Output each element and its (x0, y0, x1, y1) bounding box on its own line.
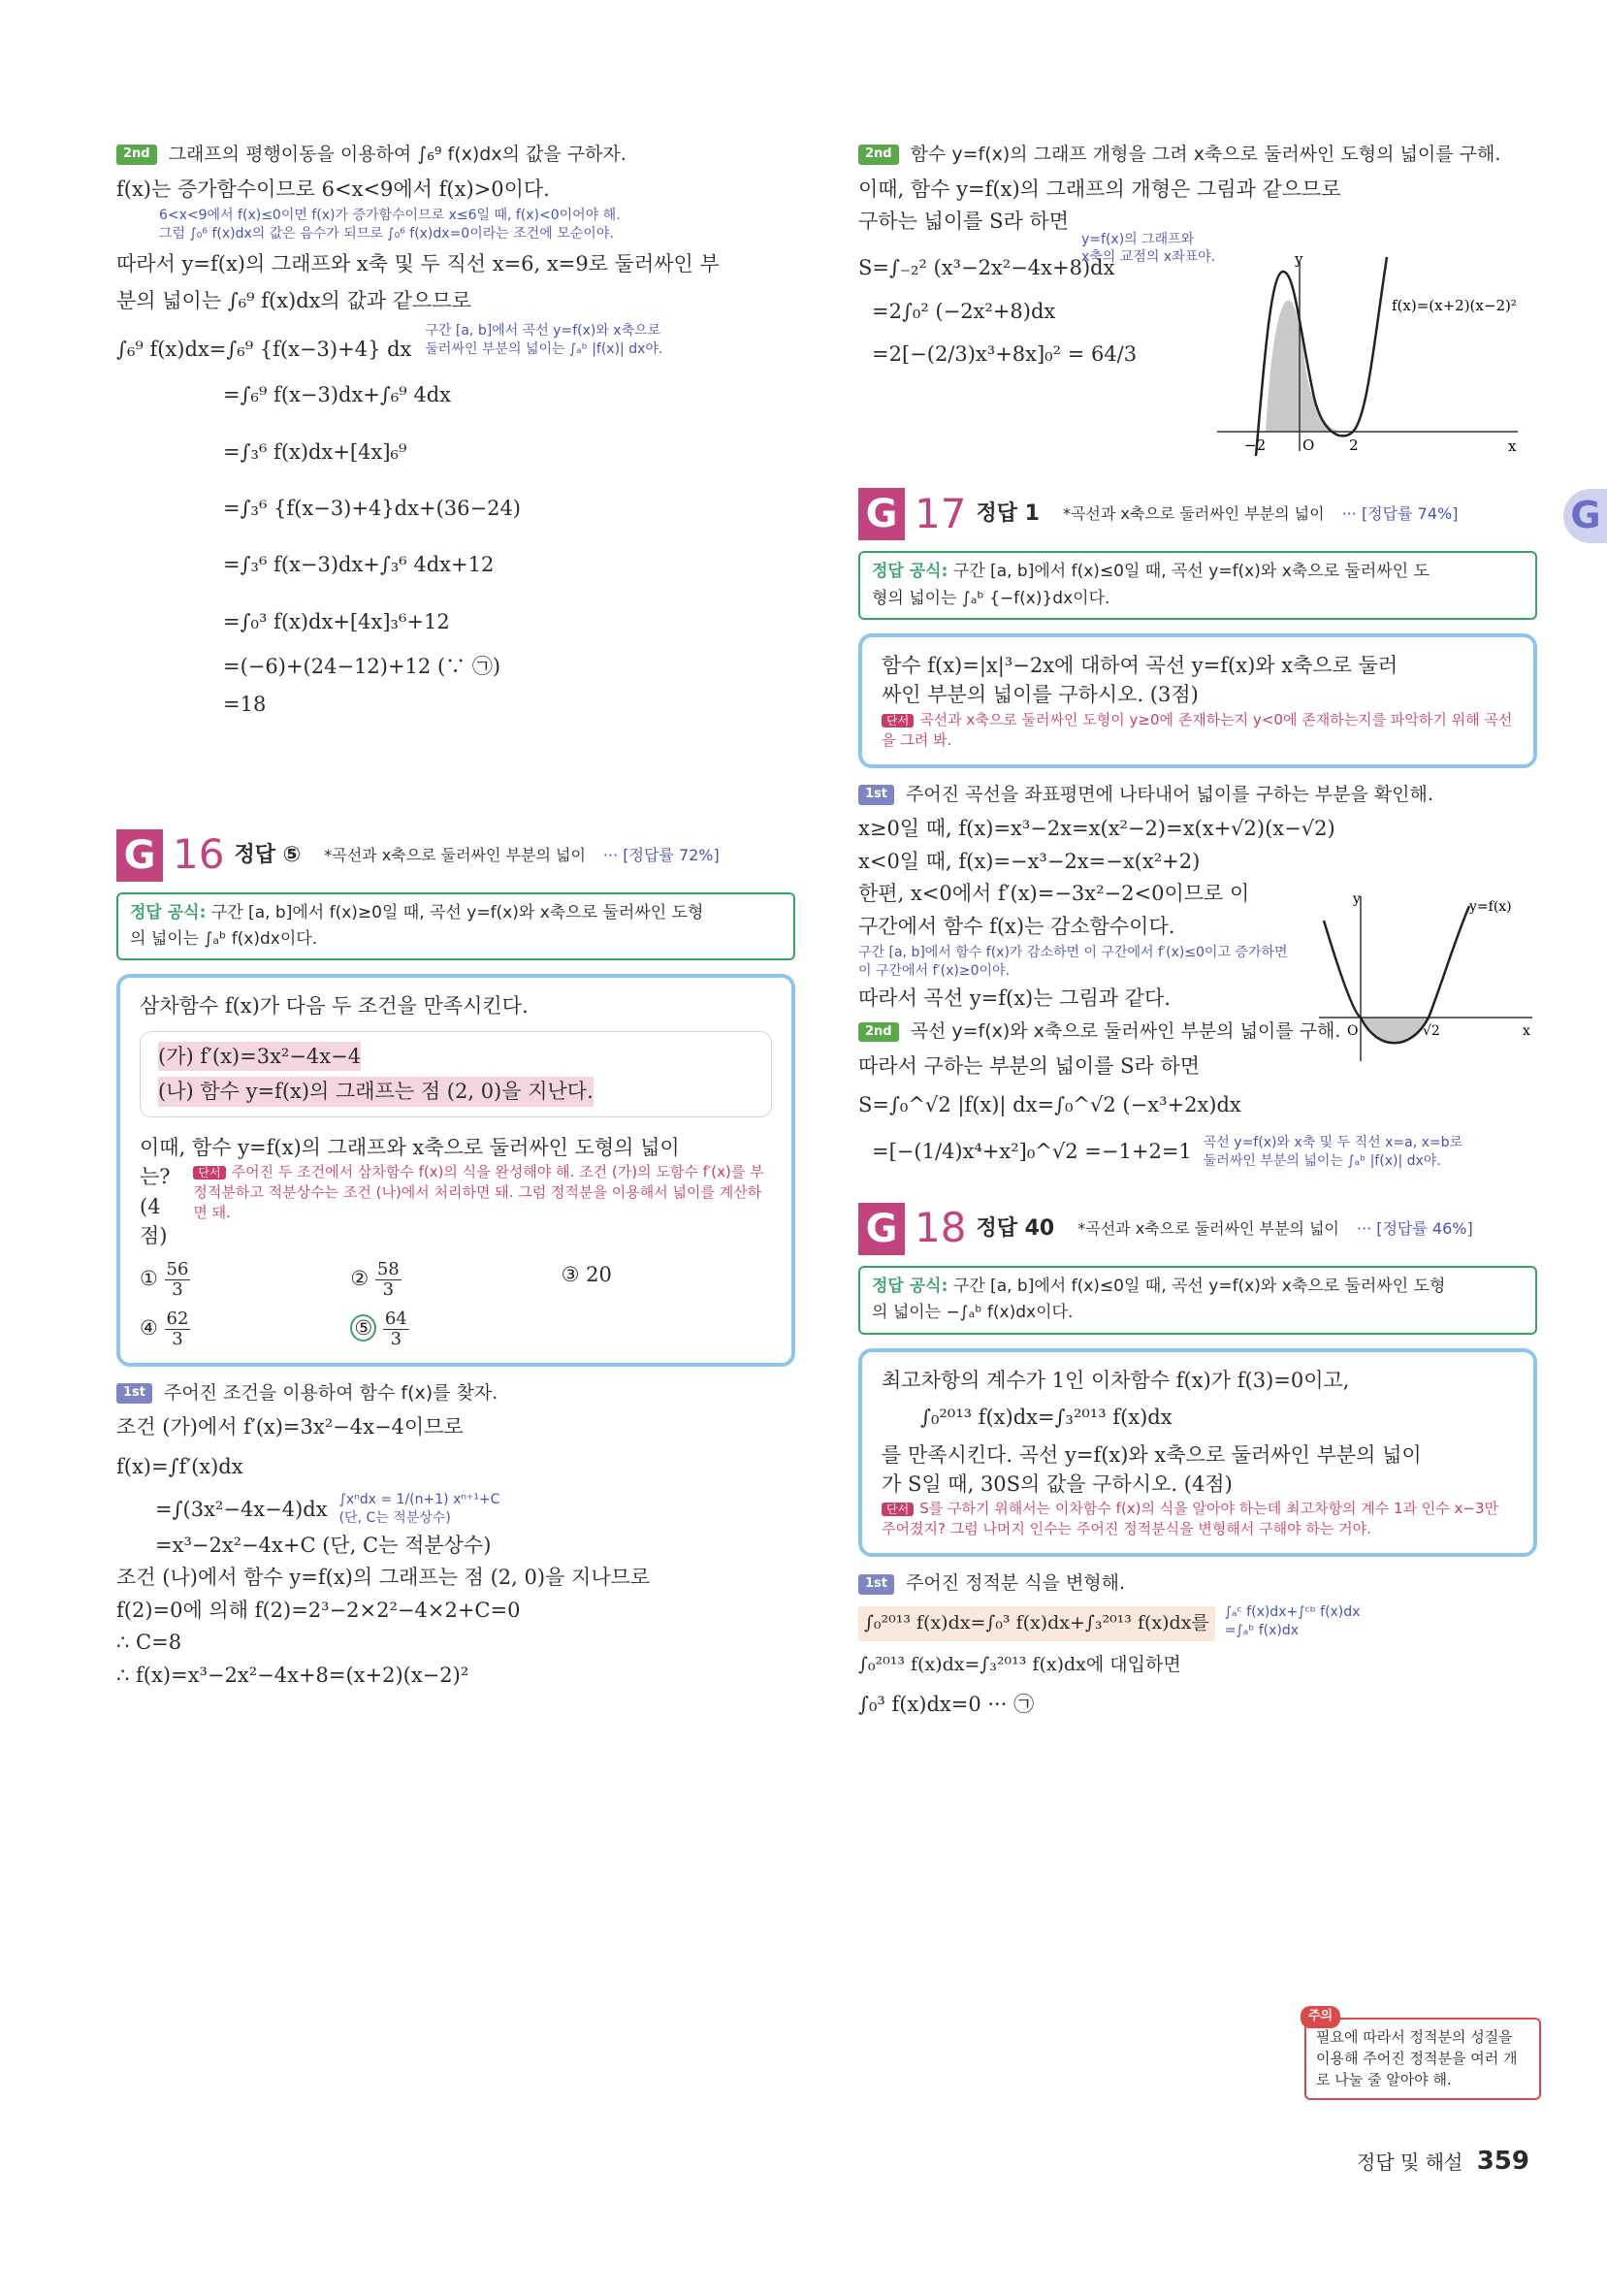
hint-tag: 단서 (882, 1503, 914, 1516)
x-label: x (1523, 1023, 1530, 1040)
step1-title: 주어진 조건을 이용하여 함수 f(x)를 찾자. (164, 1381, 498, 1404)
equation-line: =∫₆⁹ f(x−3)dx+∫₆⁹ 4dx (223, 383, 451, 407)
question-intro: 삼차함수 f(x)가 다음 두 조건을 만족시킨다. (140, 994, 529, 1019)
question-box (858, 633, 1537, 768)
step2-tag: 2nd (858, 145, 899, 165)
origin-label: O (1347, 1023, 1359, 1040)
side-note (1225, 1603, 1361, 1640)
choice-mark: ④ (140, 1315, 158, 1340)
problem-badge: G (116, 829, 163, 882)
equation-line: =2[−(2/3)x³+8x]₀² = 64/3 (872, 342, 1138, 367)
step2-header (858, 142, 1537, 169)
hint-text: 주어진 두 조건에서 삼차함수 f(x)의 식을 완성해야 해. 조건 (가)의 도함수 f′(x)를 부정적분하고 적분상수는 조건 (나)에서 처리하면 돼. 그럼 정적분을 이용해서 넓이를 계산하면 돼. (193, 1163, 764, 1222)
accuracy-rate: ··· [정답률 72%] (602, 845, 720, 864)
tick-label: √2 (1423, 1023, 1440, 1040)
section-tab[interactable]: G (1563, 489, 1607, 543)
equation-line: f(x)=∫f′(x)dx (116, 1454, 243, 1478)
side-note-line: ∫xⁿdx = 1/(n+1) xⁿ⁺¹+C (338, 1492, 500, 1508)
choice-numerator: 56 (166, 1259, 189, 1280)
problem-17-header (858, 485, 1537, 544)
caution-text: 필요에 따라서 정적분의 성질을 이용해 주어진 정적분을 여러 개로 나눌 줄 알아야 해. (1316, 2028, 1518, 2088)
formula-text: 의 넓이는 ∫ₐᵇ f(x)dx이다. (130, 929, 318, 950)
problem-18-header (858, 1199, 1537, 1258)
step2-title: 함수 y=f(x)의 그래프 개형을 그려 x축으로 둘러싸인 도형의 넓이를 구해. (910, 144, 1501, 165)
side-note (339, 1491, 500, 1528)
text-line: ∴ C=8 (116, 1631, 182, 1655)
equation-line: =x³−2x²−4x+C (단, C는 적분상수) (155, 1533, 492, 1557)
choice-numerator: 58 (376, 1259, 400, 1280)
curve-label: y=f(x) (1469, 899, 1512, 916)
step1-tag: 1st (858, 785, 894, 805)
equation-line: =∫₀³ f(x)dx+[4x]₃⁶+12 (223, 609, 450, 633)
equation-line: S=∫₋₂² (x³−2x²−4x+8)dx (858, 256, 1115, 280)
side-note (425, 322, 662, 359)
text-line: 이때, 함수 y=f(x)의 그래프의 개형은 그림과 같으므로 (858, 177, 1341, 201)
equation-line: ∫₀²⁰¹³ f(x)dx=∫₀³ f(x)dx+∫₃²⁰¹³ f(x)dx를 (858, 1606, 1215, 1641)
side-note-line: =∫ₐᵇ f(x)dx (1224, 1622, 1300, 1638)
text-line: f(2)=0에 의해 f(2)=2³−2×2²−4×2+C=0 (116, 1598, 521, 1622)
formula-text: 의 넓이는 −∫ₐᵇ f(x)dx이다. (872, 1303, 1074, 1323)
curve-label: f(x)=(x+2)(x−2)² (1392, 296, 1517, 314)
choice-denominator: 3 (172, 1279, 183, 1301)
text-line: 조건 (나)에서 함수 y=f(x)의 그래프는 점 (2, 0)을 지나므로 (116, 1566, 651, 1590)
choice-denominator: 3 (382, 1279, 395, 1301)
right-column (858, 136, 1537, 1723)
hint-text: 곡선과 x축으로 둘러싸인 도형이 y≥0에 존재하는지 y<0에 존재하는지를 파악하기 위해 곡선을 그려 봐. (882, 710, 1513, 749)
step1-title: 주어진 곡선을 좌표평면에 나타내어 넓이를 구하는 부분을 확인해. (906, 783, 1433, 805)
equation-line: =∫₃⁶ f(x−3)dx+∫₃⁶ 4dx+12 (223, 553, 495, 577)
question-text: 를 만족시킨다. 곡선 y=f(x)와 x축으로 둘러싸인 부분의 넓이 (882, 1442, 1422, 1467)
question-text: 가 S일 때, 30S의 값을 구하시오. (4점) (882, 1471, 1233, 1496)
formula-text: 구간 [a, b]에서 f(x)≤0일 때, 곡선 y=f(x)와 x축으로 둘러싸인 도형 (952, 1277, 1446, 1297)
choice-5[interactable] (350, 1310, 561, 1349)
y-label: y (1295, 251, 1303, 268)
accuracy-rate: ··· [정답률 74%] (1341, 504, 1459, 524)
condition-box (140, 1031, 772, 1117)
cubic-graph (1207, 252, 1527, 464)
hint (193, 1162, 772, 1250)
accuracy-rate: ··· [정답률 46%] (1356, 1219, 1473, 1239)
page-number: 359 (1476, 2147, 1529, 2176)
formula-text: 형의 넓이는 ∫ₐᵇ {−f(x)}dx이다. (872, 588, 1110, 608)
caution-box (1304, 2009, 1541, 2100)
question-text: 싸인 부분의 넓이를 구하시오. (3점) (882, 683, 1199, 707)
tick-label: −2 (1244, 436, 1267, 454)
condition-b: (나) 함수 y=f(x)의 그래프는 점 (2, 0)을 지난다. (158, 1077, 594, 1106)
formula-label: 정답 공식: (872, 1277, 948, 1297)
choice-numerator: 62 (166, 1309, 189, 1330)
answer-formula-box (858, 551, 1537, 619)
formula-text: 구간 [a, b]에서 f(x)≤0일 때, 곡선 y=f(x)와 x축으로 둘러싸인 도 (952, 562, 1430, 582)
question-points: 는? (4점) (140, 1165, 171, 1248)
note-line: 그럼 ∫₀⁶ f(x)dx의 값은 음수가 되므로 ∫₀⁶ f(x)dx=0이라는 조건에 모순이야. (159, 225, 614, 242)
condition-a: (가) f′(x)=3x²−4x−4 (158, 1042, 361, 1071)
x-label: x (1508, 437, 1517, 455)
step2-tag: 2nd (116, 145, 157, 165)
side-note-line: ∫ₐᶜ f(x)dx+∫ᶜᵇ f(x)dx (1224, 1603, 1361, 1620)
problem-badge: G (858, 1203, 905, 1255)
problem-16-header (116, 825, 795, 885)
hint-tag: 단서 (882, 714, 914, 728)
choice-mark: ③ (561, 1263, 580, 1287)
hint-tag: 단서 (193, 1166, 225, 1180)
hint-text: S를 구하기 위해서는 이차함수 f(x)의 식을 알아야 하는데 최고차항의 계수 1과 인수 x−3만 주어졌지? 그럼 나머지 인수는 주어진 정적분식을 변형해서 구해야 하는 거야. (882, 1500, 1499, 1538)
step2-title: 그래프의 평행이동을 이용하여 ∫₆⁹ f(x)dx의 값을 구하자. (168, 144, 627, 165)
equation-line: ∫₀²⁰¹³ f(x)dx=∫₃²⁰¹³ f(x)dx에 대입하면 (858, 1653, 1181, 1675)
footer-label: 정답 및 해설 (1357, 2150, 1463, 2174)
text-line: 따라서 y=f(x)의 그래프와 x축 및 두 직선 x=6, x=9로 둘러싸인 부 (116, 251, 720, 275)
page-footer (1357, 2144, 1529, 2181)
problem-badge: G (858, 488, 905, 540)
text-line: x≥0일 때, f(x)=x³−2x=x(x²−2)=x(x+√2)(x−√2) (858, 817, 1335, 841)
note-line: 구간 [a, b]에서 함수 f(x)가 감소하면 이 구간에서 f′(x)≤0이고 증가하면 이 구간에서 f′(x)≥0이야. (858, 944, 1288, 979)
equation-line: ∫₆⁹ f(x)dx=∫₆⁹ {f(x−3)+4} dx (116, 337, 412, 361)
step1-tag: 1st (116, 1383, 152, 1404)
equation-line: =∫₃⁶ f(x)dx+[4x]₆⁹ (223, 439, 407, 464)
choice-numerator: 64 (384, 1309, 407, 1330)
note-line: 6<x<9에서 f(x)≤0이면 f(x)가 증가함수이므로 x≤6일 때, f(x)<0이어야 해. (159, 207, 621, 223)
choice-4[interactable] (140, 1310, 350, 1349)
formula-label: 정답 공식: (872, 562, 948, 582)
side-note-line: y=f(x)의 그래프와 (1081, 231, 1195, 247)
equation-line: ∫₀³ f(x)dx=0 ··· ㉠ (858, 1693, 1035, 1717)
side-note-line: 구간 [a, b]에서 곡선 y=f(x)와 x축으로 (425, 322, 661, 339)
step1-header (116, 1380, 795, 1407)
answer-choices (140, 1260, 772, 1348)
formula-text: 구간 [a, b]에서 f(x)≥0일 때, 곡선 y=f(x)와 x축으로 둘러싸인 도형 (210, 903, 704, 923)
step1-title: 주어진 정적분 식을 변형해. (906, 1572, 1126, 1595)
left-column (116, 136, 795, 1693)
shaded-area (1266, 300, 1353, 432)
question-text: 함수 f(x)=|x|³−2x에 대하여 곡선 y=f(x)와 x축으로 둘러 (882, 653, 1398, 677)
side-note (1204, 1134, 1462, 1171)
equation-line: =2∫₀² (−2x²+8)dx (872, 299, 1056, 323)
hint (882, 710, 1514, 751)
choice-3[interactable] (562, 1260, 772, 1300)
question-box (116, 974, 795, 1366)
text-line: 조건 (가)에서 f′(x)=3x²−4x−4이므로 (116, 1415, 464, 1439)
answer-formula-box (858, 1266, 1537, 1334)
caution-tag: 주의 (1301, 2006, 1340, 2028)
question-box (858, 1348, 1537, 1558)
side-note-line: (단, C는 적분상수) (338, 1509, 451, 1526)
choice-mark: ② (350, 1267, 370, 1291)
topic-label: *곡선과 x축으로 둘러싸인 부분의 넓이 (324, 845, 586, 864)
side-note-line: 둘러싸인 부분의 넓이는 ∫ₐᵇ |f(x)| dx야. (1203, 1152, 1441, 1169)
step2-tag: 2nd (858, 1022, 899, 1043)
problem-number: 17 (915, 489, 967, 537)
question-text: 최고차항의 계수가 1인 이차함수 f(x)가 f(3)=0이고, (882, 1368, 1350, 1392)
topic-label: *곡선과 x축으로 둘러싸인 부분의 넓이 (1077, 1219, 1339, 1239)
side-note-line: 둘러싸인 부분의 넓이는 ∫ₐᵇ |f(x)| dx야. (425, 340, 663, 357)
side-note-line: 곡선 y=f(x)와 x축 및 두 직선 x=a, x=b로 (1203, 1134, 1463, 1150)
text-line: 분의 넓이는 ∫₆⁹ f(x)dx의 값과 같으므로 (116, 289, 471, 313)
text-line: f(x)는 증가함수이므로 6<x<9에서 f(x)>0이다. (116, 177, 550, 201)
answer-formula-box (116, 892, 795, 960)
abs-cubic-graph (1314, 891, 1537, 1074)
hint (882, 1499, 1514, 1539)
problem-number: 18 (915, 1204, 967, 1252)
choice-2[interactable] (350, 1260, 561, 1300)
side-note-line: x축의 교점의 x좌표야. (1081, 249, 1216, 266)
choice-1[interactable] (140, 1260, 350, 1300)
text-line: 따라서 구하는 부분의 넓이를 S라 하면 (858, 1053, 1201, 1078)
text-line: 구하는 넓이를 S라 하면 (858, 209, 1069, 233)
formula-label: 정답 공식: (130, 903, 207, 923)
choice-denominator: 3 (172, 1328, 183, 1349)
equation-line: =18 (223, 692, 267, 716)
answer-label: 정답 ⑤ (234, 842, 302, 867)
step1-header (858, 782, 1537, 809)
step1-header (858, 1570, 1537, 1598)
choice-mark: ⑤ (350, 1314, 376, 1342)
step2-header (116, 142, 795, 169)
text-line: 구간에서 함수 f(x)는 감소함수이다. (858, 914, 1175, 938)
side-note (1081, 231, 1215, 268)
y-label: y (1353, 891, 1361, 908)
equation-line: =∫(3x²−4x−4)dx (155, 1497, 328, 1521)
text-line: ∴ f(x)=x³−2x²−4x+8=(x+2)(x−2)² (116, 1663, 469, 1687)
tick-label: 2 (1349, 436, 1359, 454)
choice-value: 20 (586, 1263, 612, 1287)
question-equation: ∫₀²⁰¹³ f(x)dx=∫₃²⁰¹³ f(x)dx (920, 1406, 1173, 1430)
choice-mark: ① (140, 1267, 158, 1291)
step1-tag: 1st (858, 1574, 894, 1595)
topic-label: *곡선과 x축으로 둘러싸인 부분의 넓이 (1062, 504, 1325, 524)
equation-line: S=∫₀^√2 |f(x)| dx=∫₀^√2 (−x³+2x)dx (858, 1093, 1241, 1117)
equation-line: =∫₃⁶ {f(x−3)+4}dx+(36−24) (223, 496, 521, 520)
problem-number: 16 (173, 830, 225, 879)
text-line: x<0일 때, f(x)=−x³−2x=−x(x²+2) (858, 849, 1201, 873)
question-text: 이때, 함수 y=f(x)의 그래프와 x축으로 둘러싸인 도형의 넓이 (140, 1135, 680, 1159)
origin-label: O (1302, 436, 1315, 454)
answer-label: 정답 40 (976, 1215, 1055, 1241)
choice-denominator: 3 (390, 1328, 402, 1349)
text-line: 한편, x<0에서 f′(x)=−3x²−2<0이므로 이 (858, 882, 1250, 906)
equation-line: =(−6)+(24−12)+12 (∵ ㉠) (223, 655, 501, 679)
text-line: 따라서 곡선 y=f(x)는 그림과 같다. (858, 986, 1171, 1010)
step2-title: 곡선 y=f(x)와 x축으로 둘러싸인 부분의 넓이를 구해. (910, 1020, 1341, 1043)
equation-line: =[−(1/4)x⁴+x²]₀^√2 =−1+2=1 (872, 1139, 1192, 1163)
answer-label: 정답 1 (976, 501, 1040, 527)
